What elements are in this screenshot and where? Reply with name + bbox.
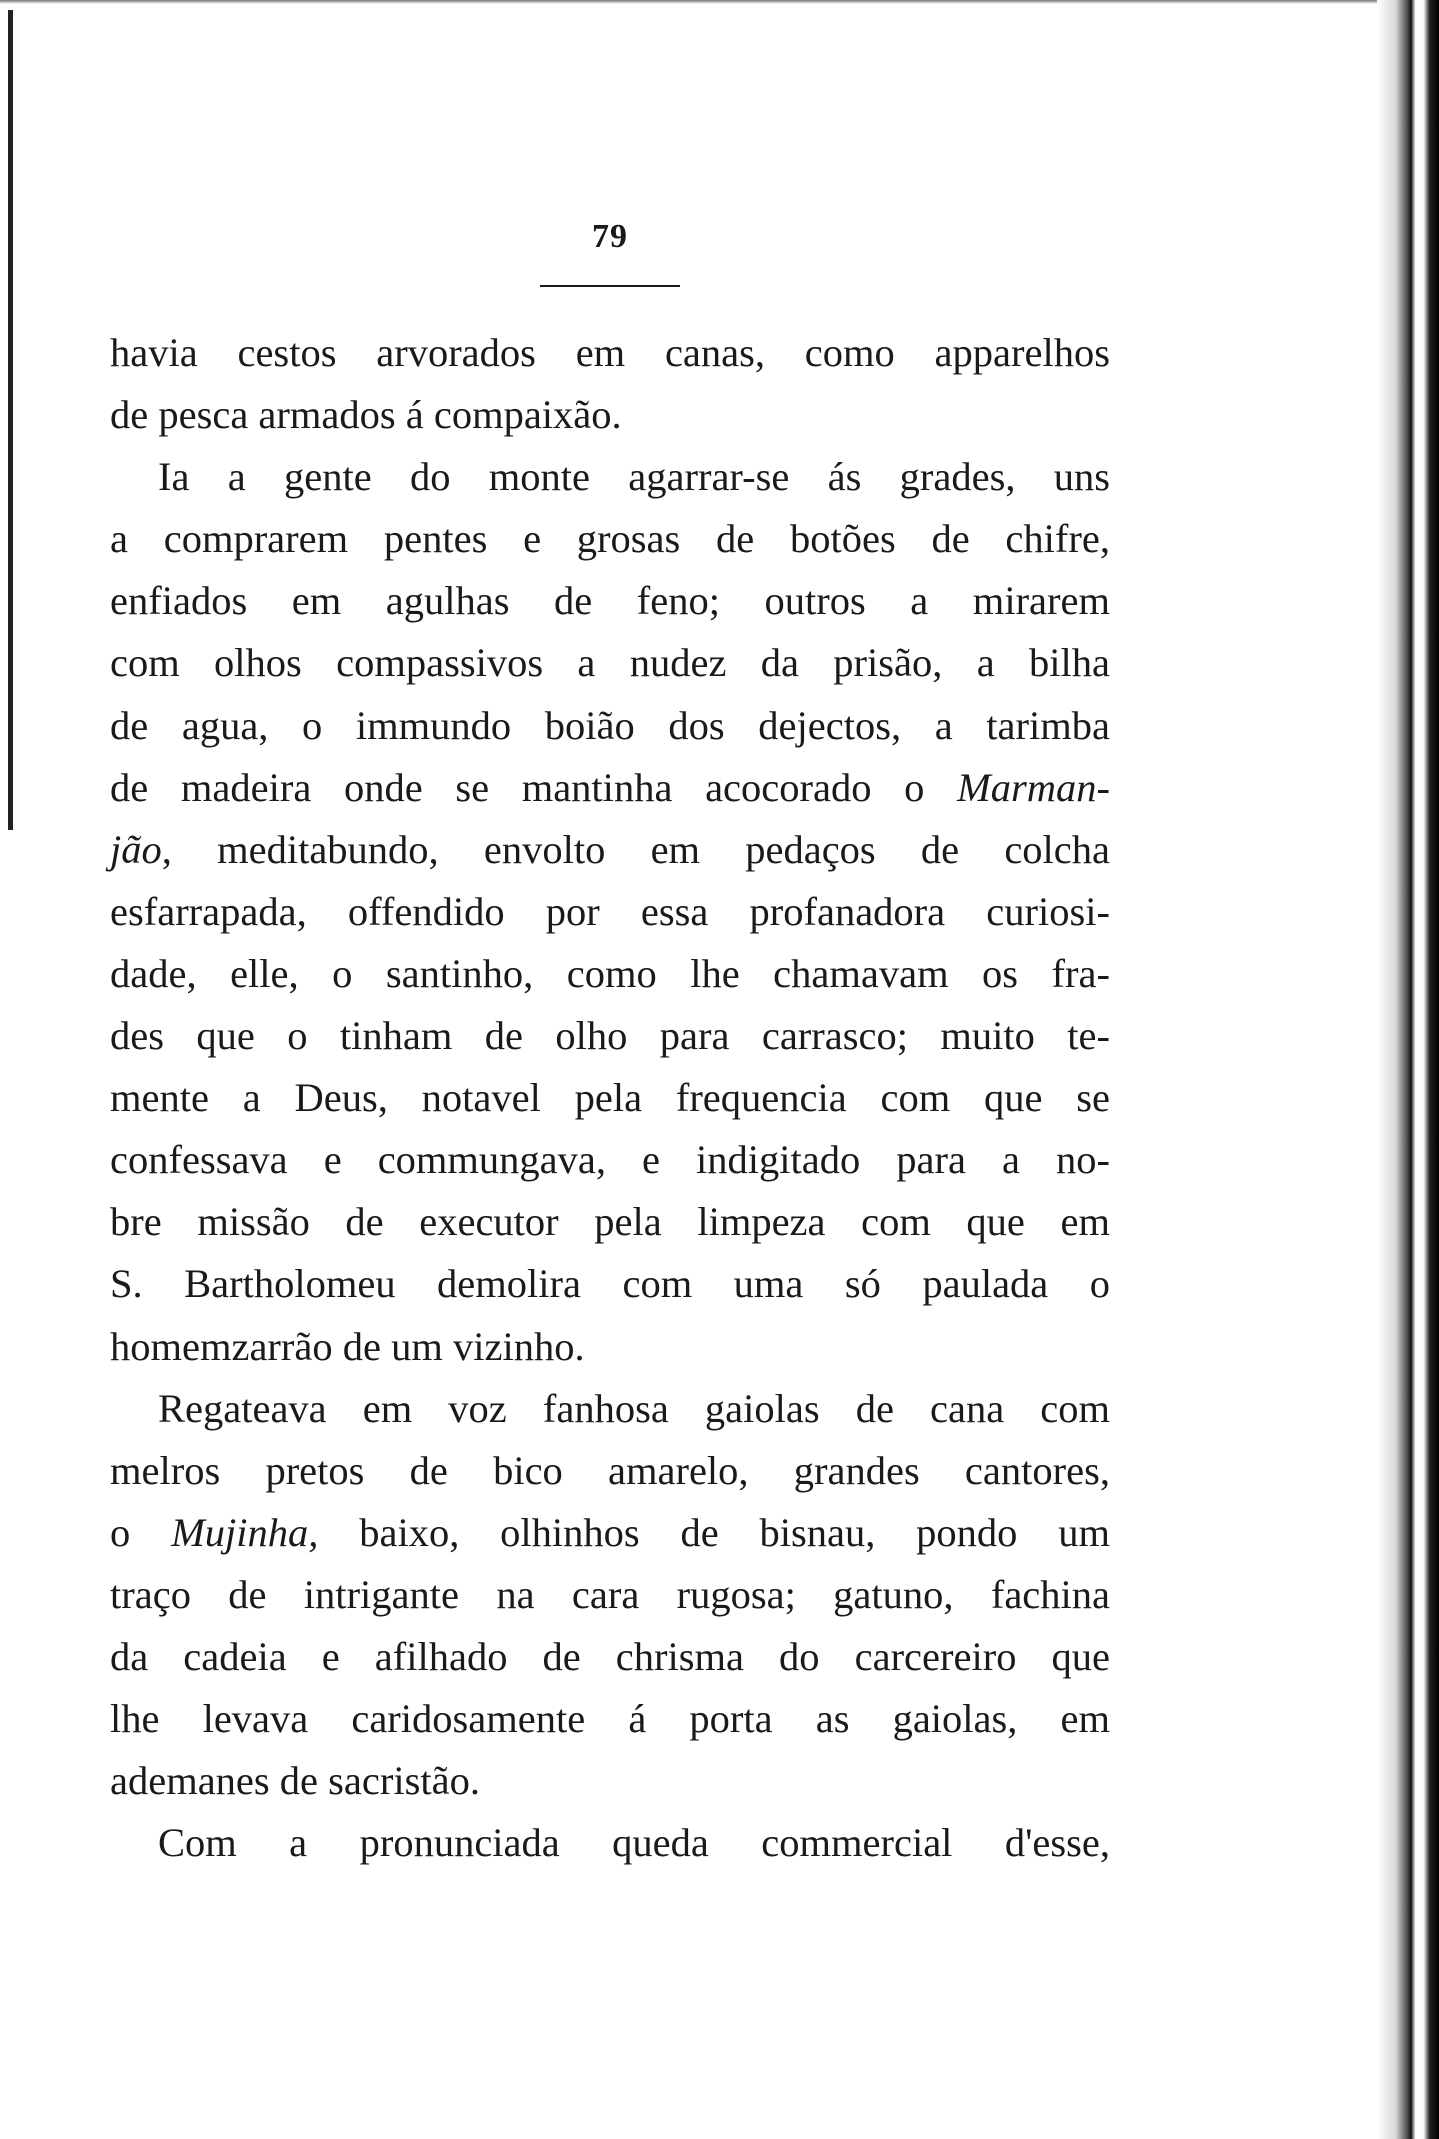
text-line: des que o tinham de olho para carrasco; muito te- (110, 1013, 1110, 1059)
text-line: confessava e commungava, e indigitado para a no- (110, 1137, 1110, 1183)
text-line: a comprarem pentes e grosas de botões de chifre, (110, 516, 1110, 562)
text-line: Com a pronunciada queda commercial d'esse, (158, 1820, 1110, 1866)
text-line: da cadeia e afilhado de chrisma do carcereiro que (110, 1633, 1110, 1679)
text-line: com olhos compassivos a nudez da prisão, a bilha (110, 640, 1110, 686)
text-line: S. Bartholomeu demolira com uma só paulada o (110, 1261, 1110, 1307)
text-line: havia cestos arvorados em canas, como apparelhos (110, 330, 1110, 375)
text-line: lhe levava caridosamente á porta as gaiolas, em (110, 1696, 1110, 1742)
text-line: dade, elle, o santinho, como lhe chamavam os fra- (110, 950, 1110, 996)
scan-edge-left (8, 10, 13, 830)
text-line: bre missão de executor pela limpeza com que em (110, 1199, 1110, 1245)
text-run: o (110, 1509, 172, 1555)
italic-run: jão (110, 826, 162, 872)
italic-run: Marman- (957, 764, 1110, 810)
text-line: Regateava em voz fanhosa gaiolas de cana com (158, 1385, 1110, 1431)
text-run: baixo, olhinhos de bisnau, pondo um (318, 1509, 1110, 1555)
text-line (110, 819, 1110, 881)
text-line: Ia a gente do monte agarrar-se ás grades, uns (158, 454, 1110, 500)
text-line: homemzarrão de um vizinho. (110, 1323, 585, 1369)
text-line (110, 757, 1110, 819)
text-line: traço de intrigante na cara rugosa; gatuno, fachina (110, 1571, 1110, 1617)
text-line: esfarrapada, offendido por essa profanadora curiosi- (110, 888, 1110, 934)
text-run: de madeira onde se mantinha acocorado o (110, 764, 958, 810)
scan-edge-top (0, 0, 1439, 4)
text-line: enfiados em agulhas de feno; outros a mirarem (110, 578, 1110, 624)
body-text (110, 322, 1110, 1874)
header-rule (540, 285, 680, 287)
italic-run: Mujinha, (171, 1509, 319, 1555)
text-line: de agua, o immundo boião dos dejectos, a tarimba (110, 702, 1110, 748)
text-run: , meditabundo, envolto em pedaços de colcha (161, 826, 1110, 872)
text-line: melros pretos de bico amarelo, grandes cantores, (110, 1447, 1110, 1493)
text-line: mente a Deus, notavel pela frequencia com que se (110, 1075, 1110, 1121)
scan-edge-right (1377, 0, 1439, 2139)
page-number: 79 (592, 218, 628, 255)
text-line: de pesca armados á compaixão. (110, 392, 622, 438)
text-line (110, 1502, 1110, 1564)
text-line: ademanes de sacristão. (110, 1758, 480, 1804)
